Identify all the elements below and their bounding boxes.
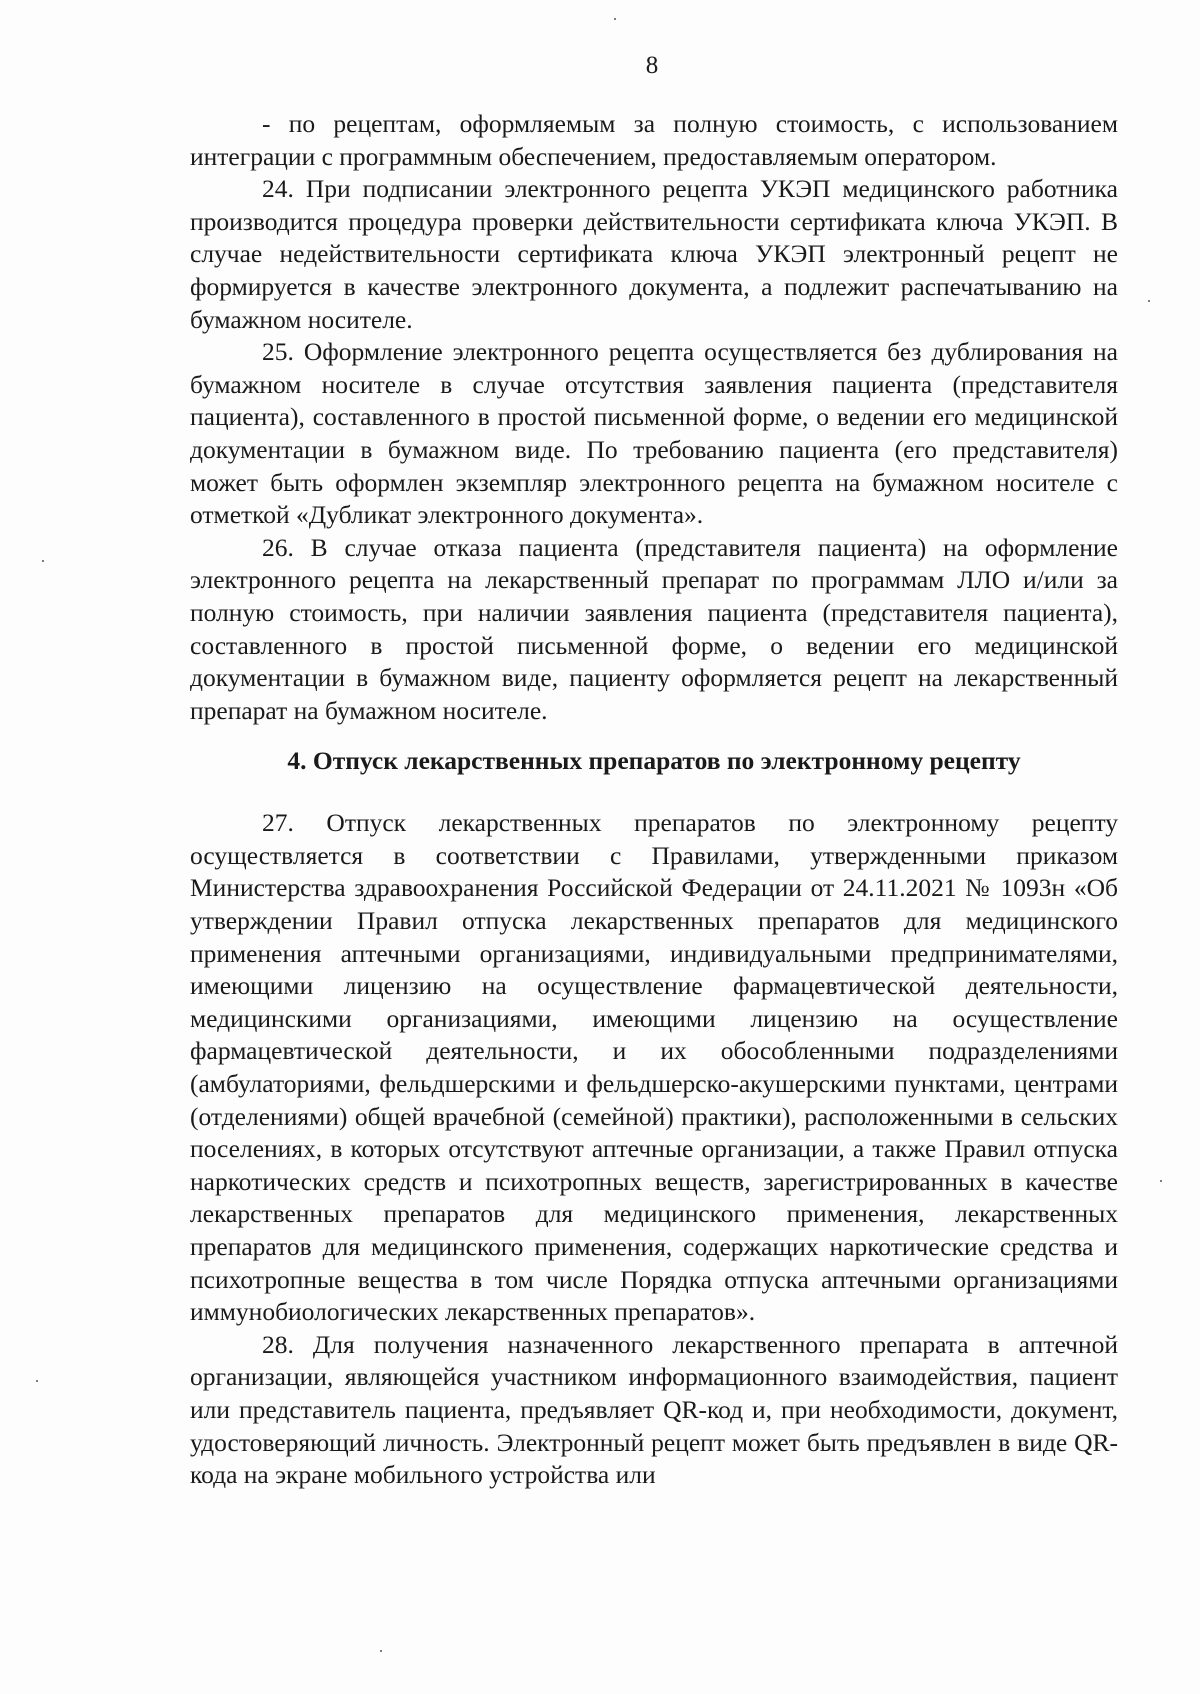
paragraph-28: 28. Для получения назначенного лекарственного препарата в аптечной организации, являющейся участником информационного взаимодействия, пациент или представитель пациента, предъявляет QR-код и, при необходимости, документ, удостоверяющий личность. Электронный рецепт может быть предъявлен в виде QR-кода на экране мобильного устройства или <box>190 1329 1118 1490</box>
scan-speck <box>36 1380 38 1382</box>
section-heading: 4. Отпуск лекарственных препаратов по электронному рецепту <box>287 746 1021 776</box>
scan-speck <box>380 1650 382 1652</box>
paragraph-26: 26. В случае отказа пациента (представителя пациента) на оформление электронного рецепта на лекарственный препарат по программам ЛЛО и/или за полную стоимость, при наличии заявления пациента (представителя пациента), составленного в простой письменной форме, о ведении его медицинской документации в бумажном виде, пациенту оформляется рецепт на лекарственный препарат на бумажном носителе. <box>190 532 1118 725</box>
paragraph-24: 24. При подписании электронного рецепта УКЭП медицинского работника производится процедура проверки действительности сертификата ключа УКЭП. В случае недействительности сертификата ключа УКЭП электронный рецепт не формируется в качестве электронного документа, а подлежит распечатыванию на бумажном носителе. <box>190 174 1118 334</box>
scan-speck <box>42 560 44 562</box>
scan-speck <box>614 18 616 20</box>
page-number: 8 <box>645 52 659 79</box>
scan-speck <box>1148 300 1150 302</box>
paragraph-23-item: - по рецептам, оформляемым за полную стоимость, с использованием интеграции с программным обеспечением, предоставляемым оператором. <box>190 109 1118 171</box>
paragraph-25: 25. Оформление электронного рецепта осуществляется без дублирования на бумажном носителе в случае отсутствия заявления пациента (представителя пациента), составленного в простой письменной форме, о ведении его медицинской документации в бумажном виде. По требованию пациента (его представителя) может быть оформлен экземпляр электронного рецепта на бумажном носителе с отметкой «Дубликат электронного документа». <box>190 337 1118 530</box>
paragraph-27: 27. Отпуск лекарственных препаратов по электронному рецепту осуществляется в соответствии с Правилами, утвержденными приказом Министерства здравоохранения Российской Федерации от 24.11.2021 № 1093н «Об утверждении Правил отпуска лекарственных препаратов для медицинского применения аптечными организациями, индивидуальными предпринимателями, имеющими лицензию на осуществление фармацевтической деятельности, медицинскими организациями, имеющими лицензию на осуществление фармацевтической деятельности, и их обособленными подразделениями (амбулаториями, фельдшерскими и фельдшерско-акушерскими пунктами, центрами (отделениями) общей врачебной (семейной) практики), расположенными в сельских поселениях, в которых отсутствуют аптечные организации, а также Правил отпуска наркотических средств и психотропных веществ, зарегистрированных в качестве лекарственных препаратов для медицинского применения, лекарственных препаратов для медицинского применения, содержащих наркотические средства и психотропные вещества в том числе Порядка отпуска аптечными организациями иммунобиологических лекарственных препаратов». <box>190 808 1118 1327</box>
scan-speck <box>1160 1180 1162 1182</box>
document-body <box>190 108 1118 1492</box>
